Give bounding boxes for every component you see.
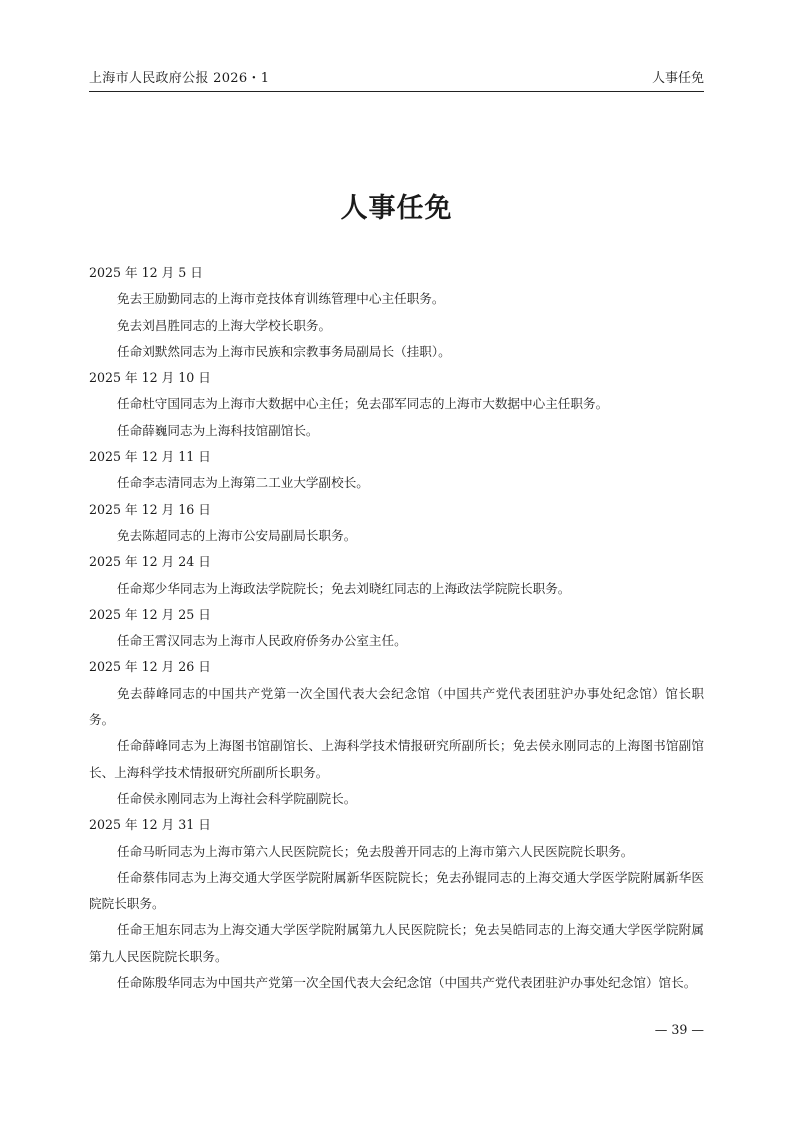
appointment-item: 任命王霄汉同志为上海市人民政府侨务办公室主任。 (117, 633, 407, 649)
appointment-item: 任命王旭东同志为上海交通大学医学院附属第九人民医院院长；免去吴皓同志的上海交通大学医学院附属第九人民医院院长职务。 (89, 922, 704, 964)
appointment-item: 免去薛峰同志的中国共产党第一次全国代表大会纪念馆（中国共产党代表团驻沪办事处纪念馆）馆长职务。 (89, 685, 704, 728)
appointment-item: 免去陈超同志的上海市公安局副局长职务。 (117, 527, 357, 543)
appointment-item: 任命侯永刚同志为上海社会科学院副院长。 (117, 790, 357, 806)
appointments-list (89, 260, 704, 996)
entry-date: 2025 年 12 月 25 日 (89, 606, 211, 622)
appointment-item: 任命陈殷华同志为中国共产党第一次全国代表大会纪念馆（中国共产党代表团驻沪办事处纪念馆）馆长。 (117, 975, 697, 991)
entry-date: 2025 年 12 月 24 日 (89, 554, 211, 570)
appointment-item: 免去刘昌胜同志的上海大学校长职务。 (117, 317, 332, 333)
publication-name: 上海市人民政府公报 2026・1 (89, 71, 270, 86)
appointment-item: 任命蔡伟同志为上海交通大学医学院附属新华医院院长；免去孙锟同志的上海交通大学医学院附属新华医院院长职务。 (89, 869, 704, 912)
appointment-item: 任命马昕同志为上海市第六人民医院院长；免去殷善开同志的上海市第六人民医院院长职务。 (117, 843, 634, 859)
entry-date: 2025 年 12 月 11 日 (89, 449, 211, 465)
appointment-item: 任命刘默然同志为上海市民族和宗教事务局副局长（挂职）。 (117, 343, 451, 359)
entry-date: 2025 年 12 月 26 日 (89, 659, 211, 675)
entry-date: 2025 年 12 月 31 日 (89, 817, 211, 833)
appointment-item: 任命郑少华同志为上海政法学院院长；免去刘晓红同志的上海政法学院院长职务。 (117, 580, 571, 596)
appointment-item: 免去王励勤同志的上海市竞技体育训练管理中心主任职务。 (117, 291, 445, 307)
page-number: — 39 — (654, 1022, 704, 1037)
entry-date: 2025 年 12 月 5 日 (89, 265, 203, 280)
appointment-item: 任命李志清同志为上海第二工业大学副校长。 (117, 475, 369, 491)
appointment-item: 任命薛峰同志为上海图书馆副馆长、上海科学技术情报研究所副所长；免去侯永刚同志的上海图书馆副馆长、上海科学技术情报研究所副所长职务。 (89, 738, 704, 780)
entry-date: 2025 年 12 月 10 日 (89, 370, 211, 386)
appointment-item: 任命薛巍同志为上海科技馆副馆长。 (117, 422, 319, 438)
section-name: 人事任免 (651, 71, 704, 86)
page-header (89, 62, 704, 92)
appointment-item: 任命杜守国同志为上海市大数据中心主任；免去邵军同志的上海市大数据中心主任职务。 (117, 396, 609, 412)
entry-date: 2025 年 12 月 16 日 (89, 501, 211, 517)
page-title: 人事任免 (340, 193, 453, 224)
